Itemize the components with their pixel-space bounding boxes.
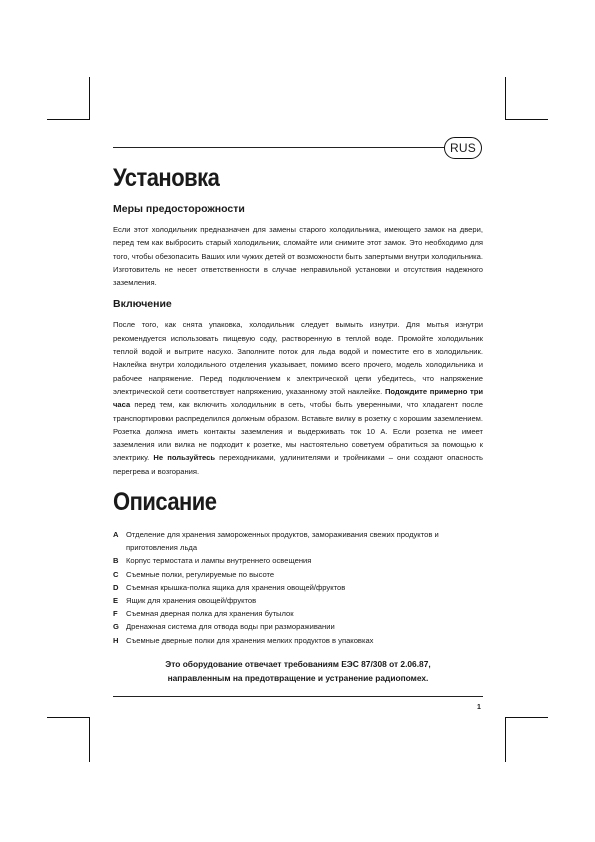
list-item-text: Ящик для хранения овощей/фруктов — [126, 596, 257, 606]
list-item-text: Отделение для хранения замороженных продуктов, замораживания свежих продуктов и приготовления льда — [126, 530, 439, 553]
list-item-letter: C — [113, 569, 119, 579]
switching-bold-1: Подождите примерно три часа — [113, 386, 483, 410]
crop-mark-bottom-left-horizontal — [47, 717, 89, 718]
switching-paragraph — [113, 318, 483, 478]
crop-mark-bottom-left-vertical — [89, 717, 90, 762]
notice-line-1: Это оборудование отвечает требованиям ЕЭС 87/308 от 2.06.87, — [165, 658, 431, 669]
list-item-text: Съемная дверная полка для хранения бутылок — [126, 609, 294, 619]
list-item-text: Корпус термостата и лампы внутреннего освещения — [126, 556, 312, 566]
list-item-letter: F — [113, 609, 118, 619]
description-title: Описание — [113, 488, 217, 517]
parts-list — [113, 528, 483, 647]
list-item-letter: A — [113, 530, 119, 540]
crop-mark-top-left-horizontal — [47, 119, 89, 120]
crop-mark-top-left-vertical — [89, 77, 90, 120]
switching-text-2: перед тем, как включить холодильник в сеть, чтобы быть уверенными, что хладагент после транспортировки распределился должным образом. Вставьте вилку в розетку с хорошим заземлением. Розетка должна иметь контакты заземления и выдерживать ток 10 А. Если розетка не имеет заземления или вилка не подходит к розетке, мы настоятельно советуем обратиться за помощью к электрику. — [113, 400, 483, 463]
footer-rule — [113, 696, 483, 697]
page-number: 1 — [477, 704, 481, 711]
list-item-letter: D — [113, 582, 119, 592]
list-item-text: Съемные полки, регулируемые по высоте — [126, 569, 275, 579]
list-item — [113, 554, 483, 567]
header-rule — [113, 147, 444, 148]
list-item-text: Съемные дверные полки для хранения мелких продуктов в упаковках — [126, 635, 374, 645]
switching-bold-2: Не пользуйтесь — [153, 453, 216, 463]
list-item — [113, 528, 483, 554]
list-item — [113, 568, 483, 581]
list-item — [113, 620, 483, 633]
list-item — [113, 607, 483, 620]
notice-line-2: направленным на предотвращение и устранение радиопомех. — [167, 673, 429, 684]
list-item — [113, 594, 483, 607]
list-item-text: Съемная крышка-полка ящика для хранения овощей/фруктов — [126, 582, 346, 592]
precautions-paragraph: Если этот холодильник предназначен для замены старого холодильника, имеющего замок на двери, перед тем как выбросить старый холодильник, сломайте или снимите этот замок. Это необходимо для того, чтобы обезопасить Ваших или чужих детей от возможности быть запертыми внутри холодильника. Изготовитель не несет ответственности в случае неправильной установки и отсутствия надежного заземления. — [113, 225, 483, 288]
compliance-notice — [113, 657, 483, 686]
list-item — [113, 634, 483, 647]
language-badge: RUS — [444, 137, 482, 159]
installation-title: Установка — [113, 164, 220, 192]
list-item-letter: G — [113, 622, 119, 632]
list-item-text: Дренажная система для отвода воды при размораживании — [126, 622, 335, 632]
list-item-letter: H — [113, 635, 119, 645]
list-item-letter: B — [113, 556, 119, 566]
page-content — [113, 162, 483, 686]
crop-mark-top-right-vertical — [505, 77, 506, 120]
switching-text-1: После того, как снята упаковка, холодильник следует вымыть изнутри. Для мытья изнутри рекомендуется использовать пищевую соду, растворенную в теплой воде. Промойте холодильник теплой водой и вытрите насухо. Заполните поток для льда водой и поместите его в холодильник. Наклейка внутри холодильного отделения указывает, помимо всего прочего, модель холодильника и рабочее напряжение. Перед подключением к электрической цепи убедитесь, что напряжение электрической сети соответствует напряжению, указанному этой наклейке. — [113, 320, 483, 396]
precautions-heading: Меры предосторожности — [113, 203, 245, 215]
list-item-letter: E — [113, 596, 119, 606]
crop-mark-top-right-horizontal — [505, 119, 548, 120]
switching-heading: Включение — [113, 298, 172, 311]
crop-mark-bottom-right-horizontal — [505, 717, 548, 718]
crop-mark-bottom-right-vertical — [505, 717, 506, 762]
switching-text-3: переходниками, удлинителями и тройниками – они создают опасность перегрева и возгорания. — [113, 453, 483, 476]
list-item — [113, 581, 483, 594]
